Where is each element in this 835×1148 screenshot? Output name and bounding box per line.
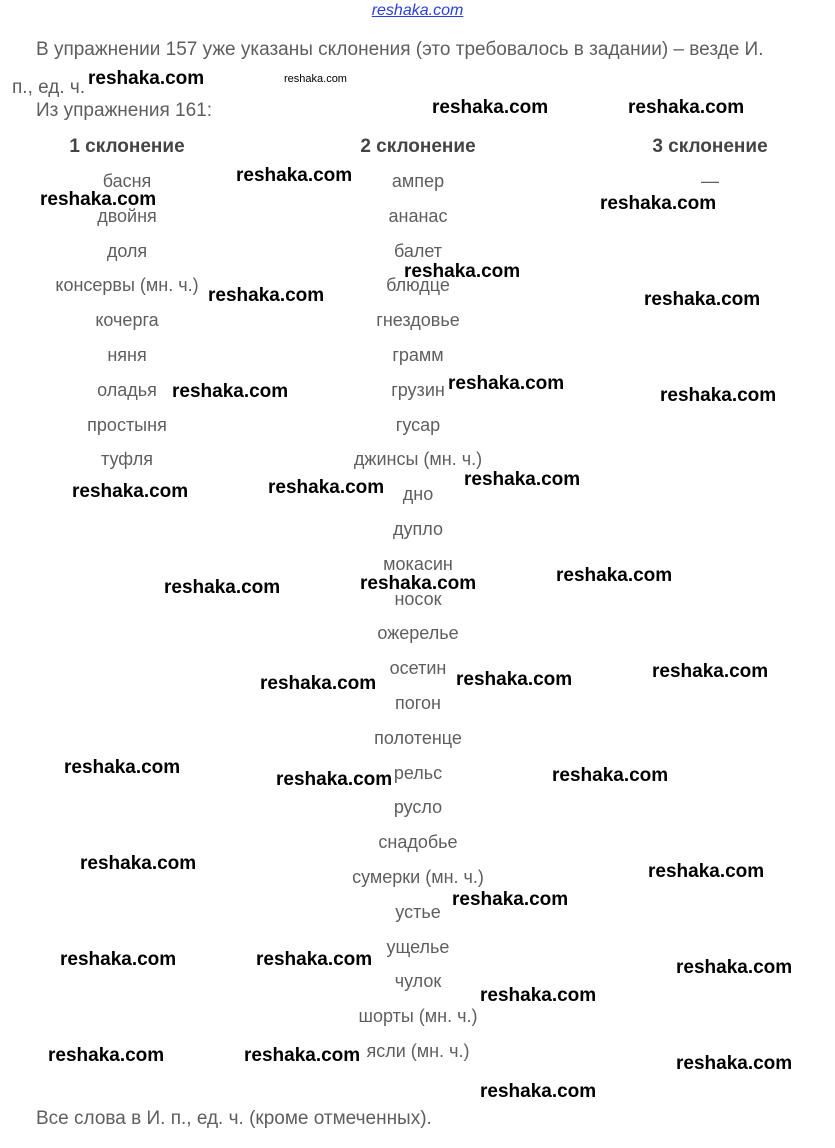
list-item: туфля [101,449,153,470]
watermark: reshaka.com [480,1081,597,1102]
list-item: консервы (мн. ч.) [55,275,199,296]
list-item: доля [106,240,148,261]
watermark: reshaka.com [480,985,597,1006]
watermark: reshaka.com [432,97,549,118]
watermark: reshaka.com [404,261,521,282]
intro-line-2: п., ед. ч. [12,77,86,98]
list-item: кочерга [95,310,159,331]
watermark: reshaka.com [652,661,769,682]
watermark: reshaka.com [648,861,765,882]
watermark: reshaka.com [72,481,189,502]
list-item: осетин [389,658,447,679]
list-item: — [701,171,719,191]
list-item: гусар [395,414,441,435]
list-item: полотенце [374,727,462,748]
watermark: reshaka.com [256,949,373,970]
list-item: ожерелье [377,623,459,644]
list-item: носок [394,588,442,609]
list-item: ясли (мн. ч.) [366,1040,470,1061]
watermark: reshaka.com [164,577,281,598]
list-item: мокасин [383,553,453,574]
watermark: reshaka.com [676,1053,793,1074]
watermark: reshaka.com [464,469,581,490]
footer-note: Все слова в И. п., ед. ч. (кроме отмеченных). [36,1108,432,1129]
watermark: reshaka.com [360,573,477,594]
watermark: reshaka.com [452,889,569,910]
watermark: reshaka.com [40,189,157,210]
list-item: чулок [394,971,442,992]
list-item: дно [402,484,434,505]
column-heading-declension-3: 3 склонение [652,136,768,157]
watermark: reshaka.com [244,1045,361,1066]
list-item: грамм [392,344,444,365]
list-item: балет [393,240,443,261]
list-item: ампер [391,171,445,191]
list-item: шорты (мн. ч.) [358,1006,478,1027]
watermark: reshaka.com [60,949,177,970]
declension-2-word-list [318,169,521,1074]
list-item: снадобье [378,832,458,853]
top-site-link[interactable]: reshaka.com [371,2,464,19]
watermark: reshaka.com [676,957,793,978]
intro-line-1: В упражнении 157 уже указаны склонения (это требовалось в задании) – везде И. [36,39,764,60]
list-item: дупло [393,518,443,539]
list-item: двойня [97,205,157,226]
watermark: reshaka.com [628,97,745,118]
exercise-subheading: Из упражнения 161: [36,100,212,121]
column-heading-declension-2: 2 склонение [360,136,476,157]
watermark: reshaka.com [556,565,673,586]
watermark: reshaka.com [660,385,777,406]
list-item: оладья [97,379,157,400]
watermark: reshaka.com [260,673,377,694]
watermark: reshaka.com [448,373,565,394]
list-item: ананас [388,205,448,226]
watermark: reshaka.com [552,765,669,786]
watermark: reshaka.com [644,289,761,310]
watermark: reshaka.com [284,73,347,85]
watermark: reshaka.com [236,165,353,186]
list-item: блюдце [386,275,450,296]
list-item: няня [107,344,147,365]
column-heading-declension-1: 1 склонение [69,136,185,157]
declension-1-word-list [27,169,227,482]
watermark: reshaka.com [88,68,205,89]
list-item: рельс [393,762,443,783]
list-item: грузин [391,379,445,400]
list-item: простыня [87,414,167,435]
watermark: reshaka.com [64,757,181,778]
watermark: reshaka.com [268,477,385,498]
list-item: джинсы (мн. ч.) [353,449,483,470]
watermark: reshaka.com [276,769,393,790]
watermark: reshaka.com [600,193,717,214]
list-item: русло [393,797,443,818]
list-item: басня [102,171,152,191]
list-item: погон [395,692,441,713]
list-item: гнездовье [376,310,460,331]
list-item: устье [395,901,441,922]
list-item: ущелье [386,936,450,957]
watermark: reshaka.com [48,1045,165,1066]
watermark: reshaka.com [172,381,289,402]
watermark: reshaka.com [80,853,197,874]
watermark: reshaka.com [208,285,325,306]
list-item: сумерки (мн. ч.) [352,866,484,887]
watermark: reshaka.com [456,669,573,690]
